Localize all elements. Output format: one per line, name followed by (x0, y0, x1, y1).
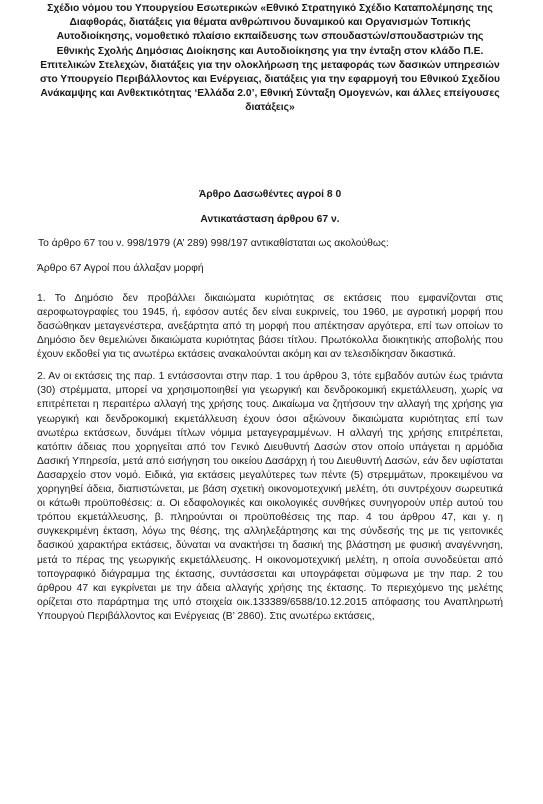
intro-paragraph: Το άρθρο 67 του ν. 998/1979 (Α’ 289) 998/197 αντικαθίσταται ως ακολούθως: (38, 237, 389, 249)
paragraph-1: 1. Το Δημόσιο δεν προβάλλει δικαιώματα κυριότητας σε εκτάσεις που εμφανίζονται στις αεροφωτογραφίες του 1945, ή, εφόσον αυτές δεν είναι ευκρινείς, του 1960, με αγροτική μορφή που δασώθηκαν μεταγενέστερα, ανεξάρτητα από τη μορφή που απέκτησαν αργότερα, επί των οποίων το Δημόσιο δεν θεμελιώνει δικαιώματα κυριότητας βάσει τίτλου. Πρωτόκολλα διοικητικής αποβολής που έχουν εκδοθεί για τις ανωτέρω εκτάσεις ανακαλούνται ακόμη και αν τελεσιδίκησαν δικαστικά. (37, 292, 503, 361)
bill-title: Σχέδιο νόμου του Υπουργείου Εσωτερικών «Εθνικό Στρατηγικό Σχέδιο Καταπολέμησης της Διαφθοράς, διατάξεις για θέματα ανθρώπινου δυναμικού και Οργανισμών Τοπικής Αυτοδιοίκησης, νομοθετικό πλαίσιο εκπαίδευσης των σπουδαστών/σπουδαστριών της Εθνικής Σχολής Δημόσιας Διοίκησης και Αυτοδιοίκησης για την ένταξη στον κλάδο Π.Ε. Επιτελικών Στελεχών, διατάξεις για την ολοκλήρωση της μεταφοράς των δασικών υπηρεσιών στο Υπουργείο Περιβάλλοντος και Ενέργειας, διατάξεις για την εφαρμογή του Εθνικού Σχεδίου Ανάκαμψης και Ανθεκτικότητας ‘Ελλάδα 2.0’, Εθνική Σύνταξη Ομογενών, και άλλες επείγουσες διατάξεις» (39, 3, 501, 114)
article-67-title: Άρθρο 67 Αγροί που άλλαξαν μορφή (37, 262, 204, 274)
article-heading: Άρθρο Δασωθέντες αγροί 8 0 (198, 188, 342, 200)
article-subheading: Αντικατάσταση άρθρου 67 ν. (200, 213, 340, 225)
paragraph-2: 2. Αν οι εκτάσεις της παρ. 1 εντάσσονται στην παρ. 1 του άρθρου 3, τότε εμβαδόν αυτών έως τριάντα (30) στρέμματα, μπορεί να χρησιμοποιηθεί για γεωργική και δενδροκομική εκμετάλλευση, χωρίς να επιτρέπεται η περαιτέρω αλλαγή της χρήσης τους. Δικαίωμα να ζητήσουν την αλλαγή της χρήσης για γεωργική και δενδροκομική εκμετάλλευση έχουν όσοι αξιώνουν δικαιώματα κυριότητας επί των ανωτέρω εκτάσεων, δυνάμει τίτλων νόμιμα μεταγεγραμμένων. Η αλλαγή της χρήσης επιτρέπεται, κατόπιν άδειας που χορηγείται από τον Γενικό Διευθυντή Δασών στον οποίο υπάγεται η αρμόδια Δασική Υπηρεσία, μετά από εισήγηση του οικείου Δασάρχη ή του Διευθυντή Δασών, εάν δεν υφίσταται Δασαρχείο στον νομό. Ειδικά, για εκτάσεις μεγαλύτερες των πέντε (5) στρεμμάτων, προκειμένου να χορηγηθεί άδεια, διαπιστώνεται, με βάση σχετική οικονομοτεχνική μελέτη, ότι συντρέχουν σωρευτικά οι κάτωθι προϋποθέσεις: α. Οι εδαφολογικές και οικολογικές συνθήκες συνηγορούν υπέρ αυτού του τρόπου εκμετάλλευσης, β. πληρούνται οι προϋποθέσεις της παρ. 4 του άρθρου 47, και γ. η συγκεκριμένη έκταση, λόγω της θέσης, της αλληλεξάρτησης και της σύνδεσής της με τις γειτονικές δασικού χαρακτήρα εκτάσεις, δύναται να ανακτήσει τη δασική της βλάστηση με φυσική αναγέννηση, μετά το πέρας της γεωργικής εκμετάλλευσης. Η οικονομοτεχνική μελέτη, η οποία συνοδεύεται από τοπογραφικό διάγραμμα της έκτασης, συντάσσεται και υπογράφεται σύμφωνα με την παρ. 2 του άρθρου 47 και εγκρίνεται με την άδεια αλλαγής χρήσης της έκτασης. Το περιεχόμενο της μελέτης ορίζεται στο παράρτημα της υπό στοιχεία οικ.133389/6588/10.12.2015 απόφασης του Αναπληρωτή Υπουργού Περιβάλλοντος και Ενέργειας (Β’ 2860). Στις ανωτέρω εκτάσεις, (37, 371, 503, 622)
